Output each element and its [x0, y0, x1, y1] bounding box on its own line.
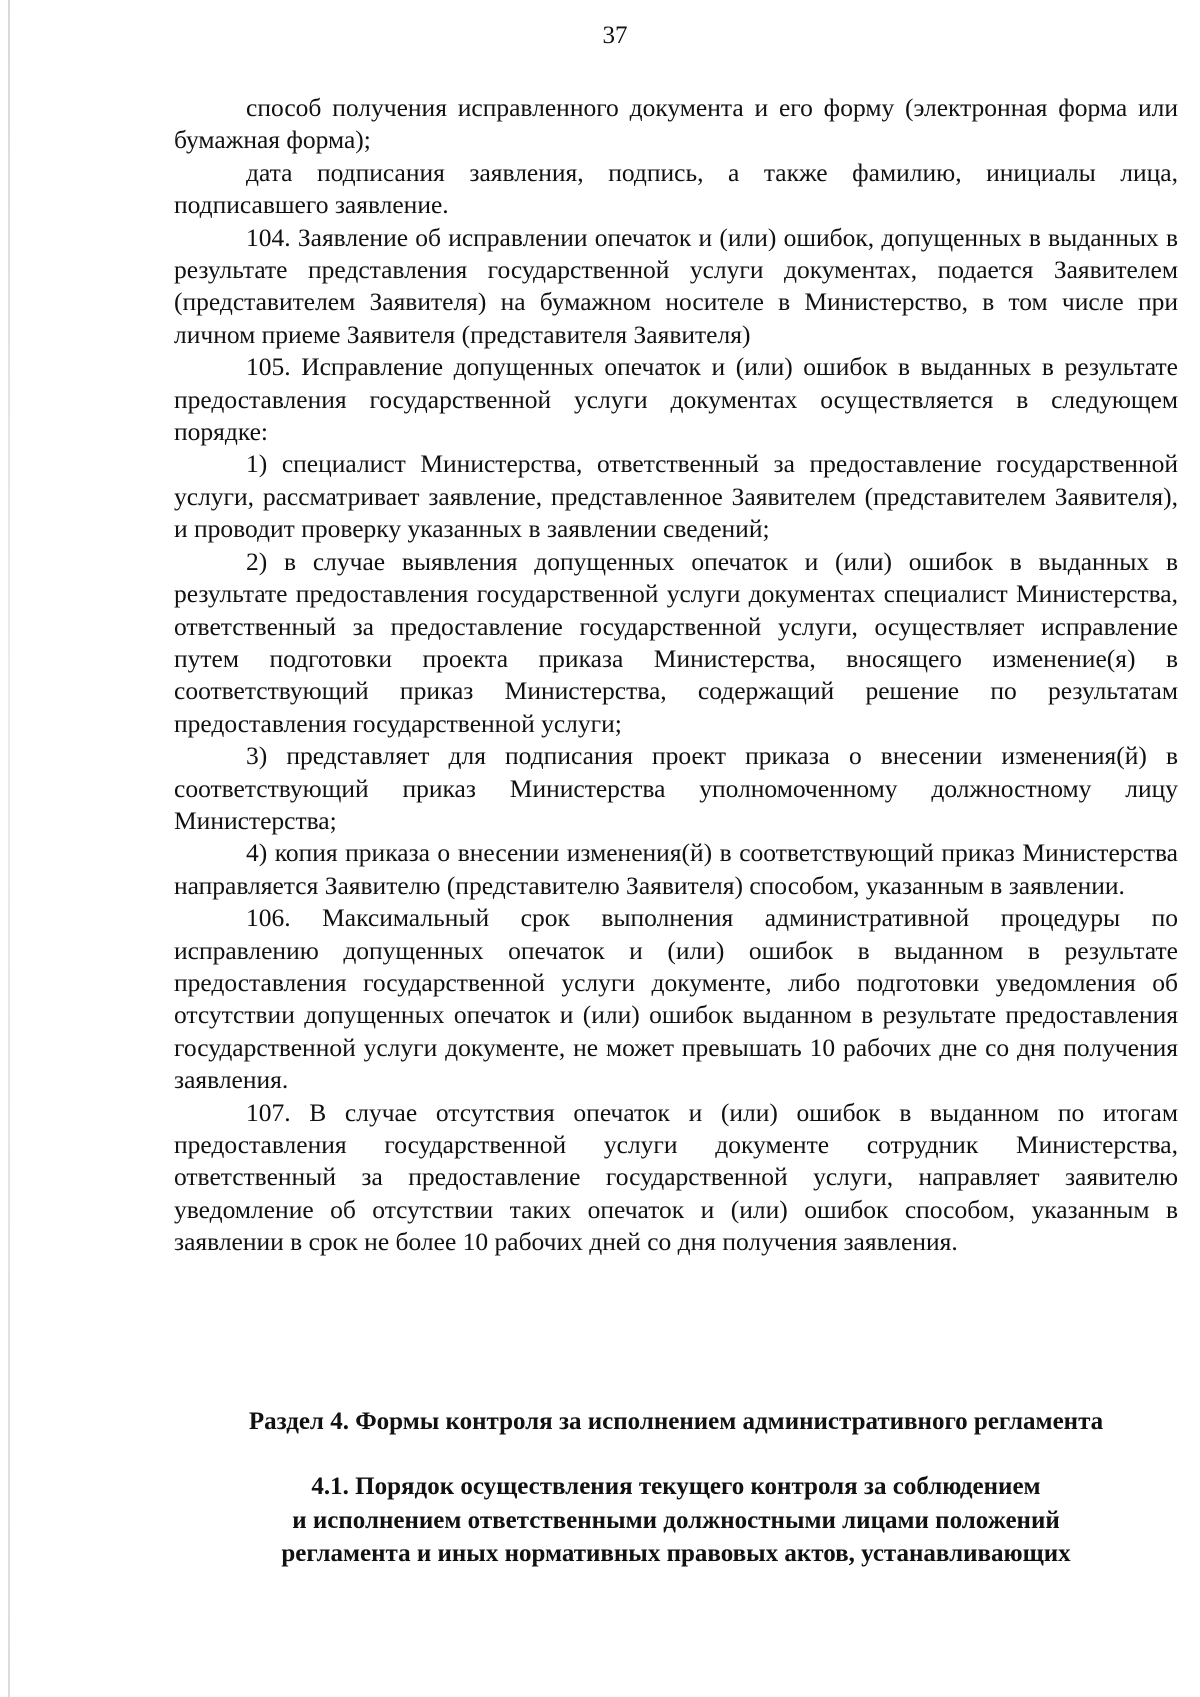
section-heading: Раздел 4. Формы контроля за исполнением административного регламента: [248, 1408, 1104, 1435]
body-text: [174, 92, 1178, 1259]
paragraph-105-item-4: 4) копия приказа о внесении изменения(й) в соответствующий приказ Министерства направляется Заявителю (представителю Заявителя) способом, указанным в заявлении.: [174, 838, 1178, 900]
paragraph-signature-date: дата подписания заявления, подпись, а также фамилию, инициалы лица, подписавшего заявление.: [174, 157, 1178, 220]
paragraph-104: 104. Заявление об исправлении опечаток и (или) ошибок, допущенных в выданных в результате представления государственной услуги документах, подается Заявителем (представителем Заявителя) на бумажном носителе в Министерство, в том числе при личном приеме Заявителя (представителя Заявителя): [174, 222, 1178, 349]
subsection-heading-line-1: 4.1. Порядок осуществления текущего контроля за соблюдением: [311, 1473, 1041, 1500]
subsection-heading-line-3: регламента и иных нормативных правовых актов, устанавливающих: [281, 1540, 1071, 1567]
paragraph-105: 105. Исправление допущенных опечаток и (или) ошибок в выданных в результате предоставления государственной услуги документах осуществляется в следующем порядке:: [174, 352, 1178, 447]
page-number: 37: [602, 22, 628, 49]
paragraph-105-item-1: 1) специалист Министерства, ответственный за предоставление государственной услуги, рассматривает заявление, представленное Заявителем (представителем Заявителя), и проводит проверку указанных в заявлении сведений;: [174, 449, 1178, 544]
paragraph-105-item-3: 3) представляет для подписания проект приказа о внесении изменения(й) в соответствующий приказ Министерства уполномоченному должностному лицу Министерства;: [174, 741, 1178, 835]
scan-edge-line: [8, 0, 10, 1697]
paragraph-correction-method: способ получения исправленного документа и его форму (электронная форма или бумажная форма);: [174, 93, 1178, 155]
paragraph-106: 106. Максимальный срок выполнения административной процедуры по исправлению допущенных опечаток и (или) ошибок в выданном в результате предоставления государственной услуги документе, либо подготовки уведомления об отсутствии допущенных опечаток и (или) ошибок выданном в результате предоставления государственной услуги документе, не может превышать 10 рабочих дне со дня получения заявления.: [174, 903, 1178, 1095]
paragraph-107: 107. В случае отсутствия опечаток и (или) ошибок в выданном по итогам предоставления государственной услуги документе сотрудник Министерства, ответственный за предоставление государственной услуги, направляет заявителю уведомление об отсутствии таких опечаток и (или) ошибок способом, указанным в заявлении в срок не более 10 рабочих дней со дня получения заявления.: [174, 1097, 1178, 1257]
subsection-heading: [174, 1470, 1178, 1571]
paragraph-105-item-2: 2) в случае выявления допущенных опечаток и (или) ошибок в выданных в результате предоставления государственной услуги документах специалист Министерства, ответственный за предоставление государственной услуги, осуществляет исправление путем подготовки проекта приказа Министерства, вносящего изменение(я) в соответствующий приказ Министерства, содержащий решение по результатам предоставления государственной услуги;: [174, 546, 1178, 738]
subsection-heading-line-2: и исполнением ответственными должностными лицами положений: [292, 1506, 1060, 1534]
